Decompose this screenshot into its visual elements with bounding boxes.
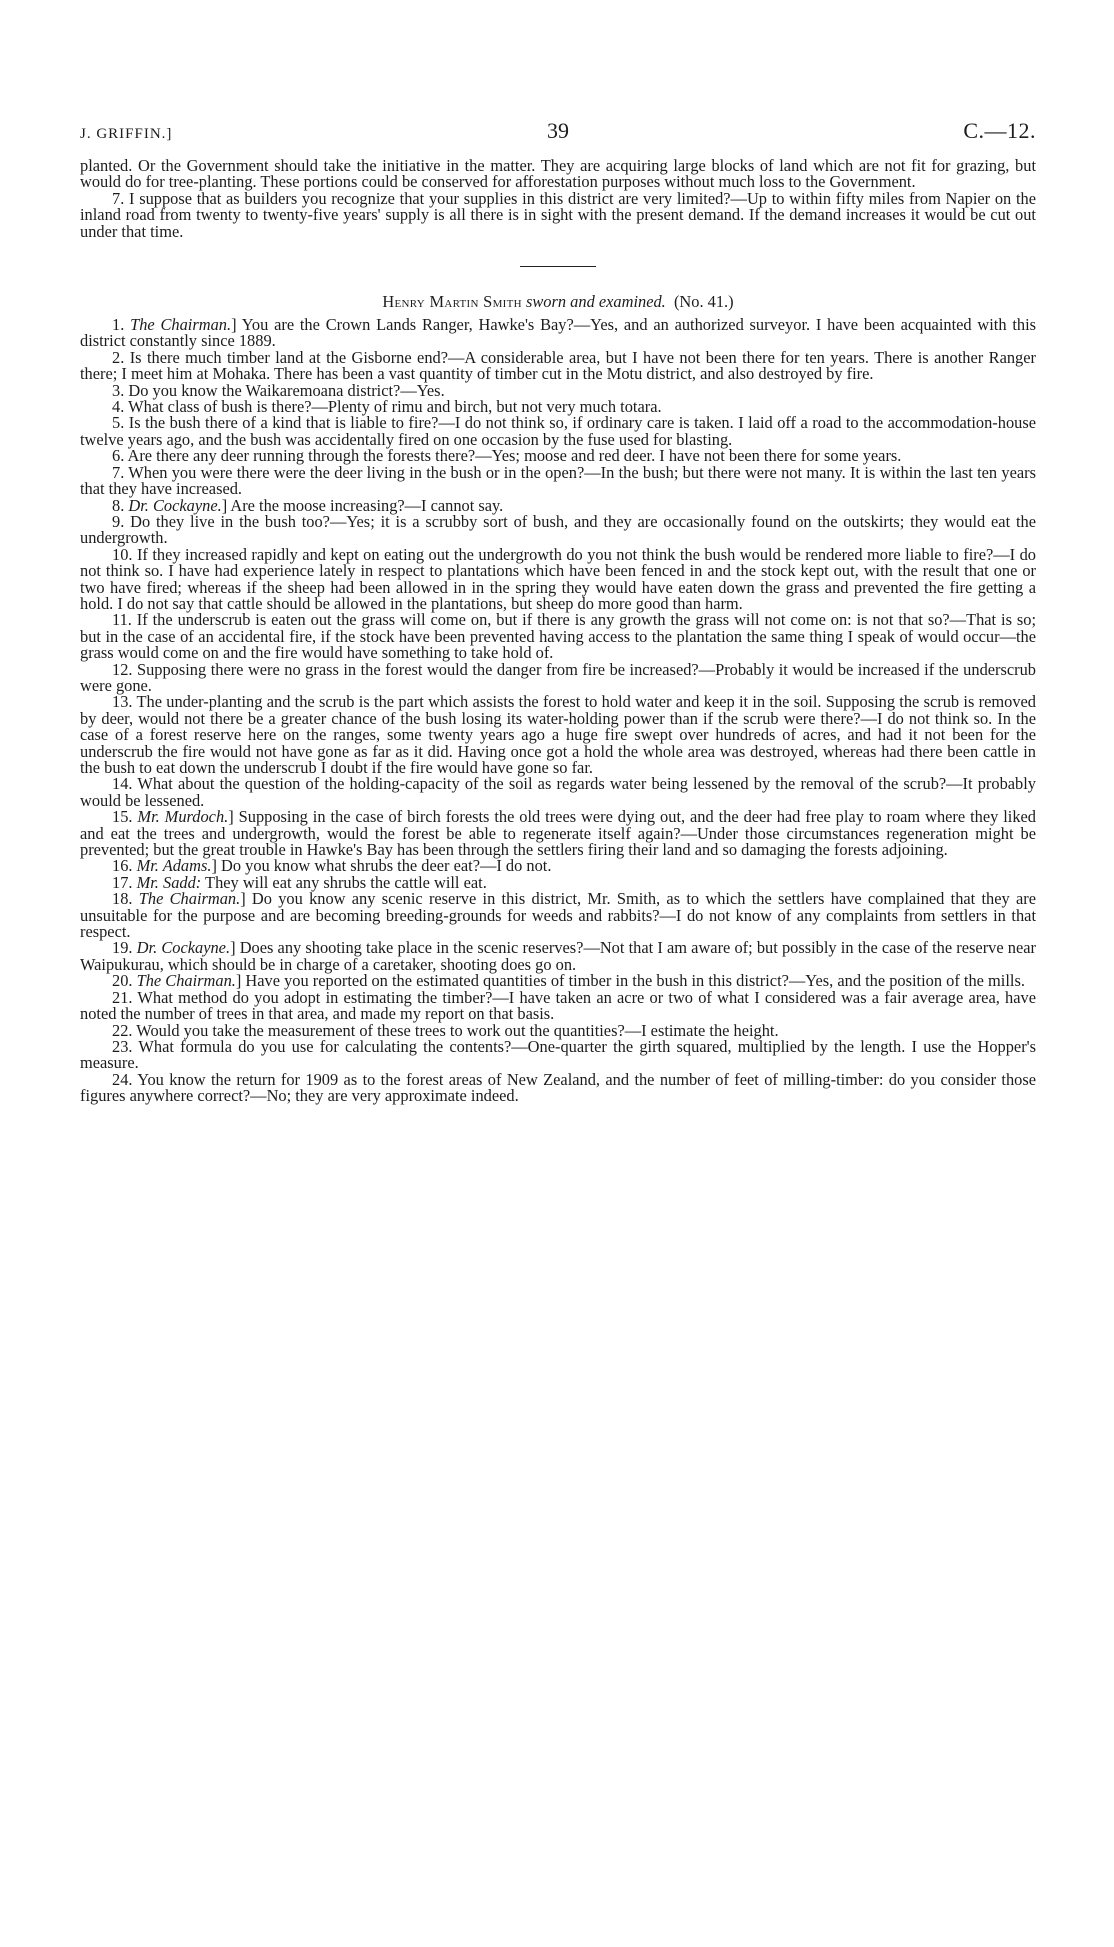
qa-text: 14. What about the question of the holding-capacity of the soil as regards water being lessened by the removal of the scrub?—It probably would be lessened. — [80, 774, 1036, 810]
qa-paragraph — [80, 659, 1036, 695]
question-number: 1. — [112, 315, 131, 335]
speaker-name: Dr. Cockayne. — [136, 938, 231, 958]
speaker-name: Mr. Adams. — [136, 856, 212, 876]
qa-text: ] Supposing in the case of birch forests the old trees were dying out, and the deer had free play to roam where they liked and eat the trees and undergrowth, would the forest be able to regenerate itself again?—Under those circumstances regeneration might be prevented; but the great trouble in Hawke's Bay has been through the settlers firing their land and so damaging the forests adjoining. — [80, 807, 1036, 860]
qa-paragraph — [80, 1036, 1036, 1073]
qa-text: ] You are the Crown Lands Ranger, Hawke's Bay?—Yes, and an authorized surveyor. I have been acquainted with this district constantly since 1889. — [80, 315, 1037, 351]
witness-heading — [80, 293, 1036, 311]
qa-text: 23. What formula do you use for calculating the contents?—One-quarter the girth squared, multiplied by the length. I use the Hopper's measure. — [80, 1036, 1036, 1073]
speaker-name: Dr. Cockayne. — [128, 495, 222, 515]
qa-text: 22. Would you take the measurement of these trees to work out the quantities?—I estimate the height. — [112, 1020, 779, 1040]
qa-text: ] Have you reported on the estimated quantities of timber in the bush in this district?—Yes, and the position of the mills. — [235, 971, 1025, 991]
question-number: 18. — [112, 889, 139, 909]
qa-paragraph — [80, 891, 1036, 940]
document-page — [80, 118, 1036, 1105]
qa-paragraph — [80, 940, 1036, 973]
qa-paragraph — [80, 544, 1036, 613]
question-number: 19. — [112, 938, 137, 958]
examination-questions — [80, 317, 1036, 1105]
question-number: 17. — [112, 872, 137, 892]
qa-paragraph — [80, 987, 1036, 1024]
qa-text: 13. The under-planting and the scrub is the part which assists the forest to hold water and keep it in the soil. Supposing the scrub is removed by deer, would not there be a greater chance of the bush losing its water-holding power than if the scrub were there?—I do not think so. In the case of a forest reserve here on the ranges, some twenty years ago a huge fire swept over hundreds of acres, and had it not been for the underscrub the fire would not have gone as far as it did. Having once got a hold the whole area was destroyed, whereas had there been cattle in the bush to eat down the underscrub I doubt if the fire would have gone so far. — [80, 692, 1036, 777]
qa-paragraph — [80, 347, 1036, 384]
continued-paragraph: planted. Or the Government should take the initiative in the matter. They are acquiring large blocks of land which are not fit for grazing, but would do for tree-planting. These portions could be conserved for afforestation purposes without much loss to the Government. — [80, 156, 1036, 192]
qa-paragraph — [80, 612, 1036, 661]
qa-paragraph — [80, 809, 1036, 858]
qa-paragraph — [80, 776, 1036, 809]
witness-surname-header: J. GRIFFIN.] — [80, 126, 173, 142]
qa-paragraph — [80, 511, 1036, 548]
qa-text: 10. If they increased rapidly and kept on eating out the undergrowth do you not think the bush would be rendered more liable to fire?—I do not think so. I have had experience lately in respect to plantations which have been fenced in and the stock kept out, with the result that one or two have fired; whereas if the sheep had been allowed in in the spring they would have eaten down the grass and prevented the fire getting a hold. I do not say that cattle should be allowed in the plantations, but sheep do more good than harm. — [80, 544, 1036, 613]
qa-text: 21. What method do you adopt in estimating the timber?—I have taken an acre or two of what I considered was a fair average area, have noted the number of trees in that area, and made my report on that basis. — [80, 987, 1036, 1024]
qa-paragraph — [80, 462, 1036, 499]
qa-paragraph — [80, 317, 1036, 350]
qa-text: 6. Are there any deer running through the forests there?—Yes; moose and red deer. I have not been there for some years. — [112, 446, 902, 466]
qa-paragraph — [80, 415, 1036, 448]
qa-text: ] Are the moose increasing?—I cannot say. — [221, 495, 504, 515]
qa-paragraph — [80, 694, 1036, 776]
document-reference: C.—12. — [963, 118, 1036, 143]
running-header — [80, 118, 1036, 158]
qa-text: ] Does any shooting take place in the scenic reserves?—Not that I am aware of; but possibly in the case of the reserve near Waipukurau, which should be in charge of a caretaker, shooting does go on. — [80, 938, 1037, 974]
section-divider — [520, 266, 596, 267]
qa-text: They will eat any shrubs the cattle will eat. — [201, 872, 487, 892]
question-paragraph: 7. I suppose that as builders you recognize that your supplies in this district are very limited?—Up to within fifty miles from Napier on the inland road from twenty to twenty-five years' supply is all there is in sight with the present demand. If the demand increases it would be cut out under that time. — [80, 188, 1036, 241]
speaker-name: The Chairman. — [138, 889, 241, 909]
qa-text: 12. Supposing there were no grass in the forest would the danger from fire be increased?—Probably it would be increased if the underscrub were gone. — [80, 659, 1036, 695]
qa-text: 9. Do they live in the bush too?—Yes; it is a scrubby sort of bush, and they are occasionally found on the outskirts; they would eat the undergrowth. — [80, 511, 1036, 548]
speaker-name: Mr. Murdoch. — [137, 807, 229, 827]
qa-text: 7. When you were there were the deer living in the bush or in the open?—In the bush; but there were not many. It is within the last ten years that they have increased. — [80, 462, 1036, 499]
speaker-name: Mr. Sadd: — [136, 872, 202, 892]
page-number: 39 — [547, 118, 569, 143]
qa-text: ] Do you know any scenic reserve in this district, Mr. Smith, as to which the settlers have complained that they are unsuitable for the purpose and are becoming breeding-grounds for weeds and rabbits?—I do not know of any complaints from settlers in that respect. — [80, 889, 1036, 942]
qa-text: 4. What class of bush is there?—Plenty of rimu and birch, but not very much totara. — [112, 397, 662, 417]
qa-paragraph — [80, 1069, 1036, 1106]
witness-sworn-text: sworn and examined. — [526, 292, 666, 312]
question-number: 20. — [112, 971, 137, 991]
qa-text: 24. You know the return for 1909 as to the forest areas of New Zealand, and the number of feet of milling-timber: do you consider those figures anywhere correct?—No; they are very approximate indeed. — [80, 1069, 1036, 1106]
qa-text: ] Do you know what shrubs the deer eat?—I do not. — [211, 856, 552, 876]
qa-text: 5. Is the bush there of a kind that is liable to fire?—I do not think so, if ordinary care is taken. I laid off a road to the accommodation-house twelve years ago, and the bush was accidentally fired on one occasion by the fuse used for blasting. — [80, 413, 1036, 449]
qa-text: 11. If the underscrub is eaten out the grass will come on, but if there is any growth the grass will not come on: is not that so?—That is so; but in the case of an accidental fire, if the stock have been prevented having access to the plantation the same thing I speak of would occur—the grass would come on and the fire would have something to take hold of. — [80, 610, 1036, 663]
speaker-name: The Chairman. — [136, 971, 236, 991]
witness-name: Henry Martin Smith — [382, 292, 522, 312]
question-number: 15. — [112, 807, 138, 827]
qa-text: 2. Is there much timber land at the Gisborne end?—A considerable area, but I have not been there for ten years. There is another Ranger there; I meet him at Mohaka. There has been a vast quantity of timber cut in the Motu district, and also destroyed by fire. — [80, 347, 1036, 384]
question-number: 8. — [112, 495, 129, 515]
question-number: 16. — [112, 856, 137, 876]
continued-evidence — [80, 158, 1036, 240]
speaker-name: The Chairman. — [130, 315, 232, 335]
qa-text: 3. Do you know the Waikaremoana district?—Yes. — [112, 380, 445, 400]
witness-number: (No. 41.) — [673, 292, 734, 312]
